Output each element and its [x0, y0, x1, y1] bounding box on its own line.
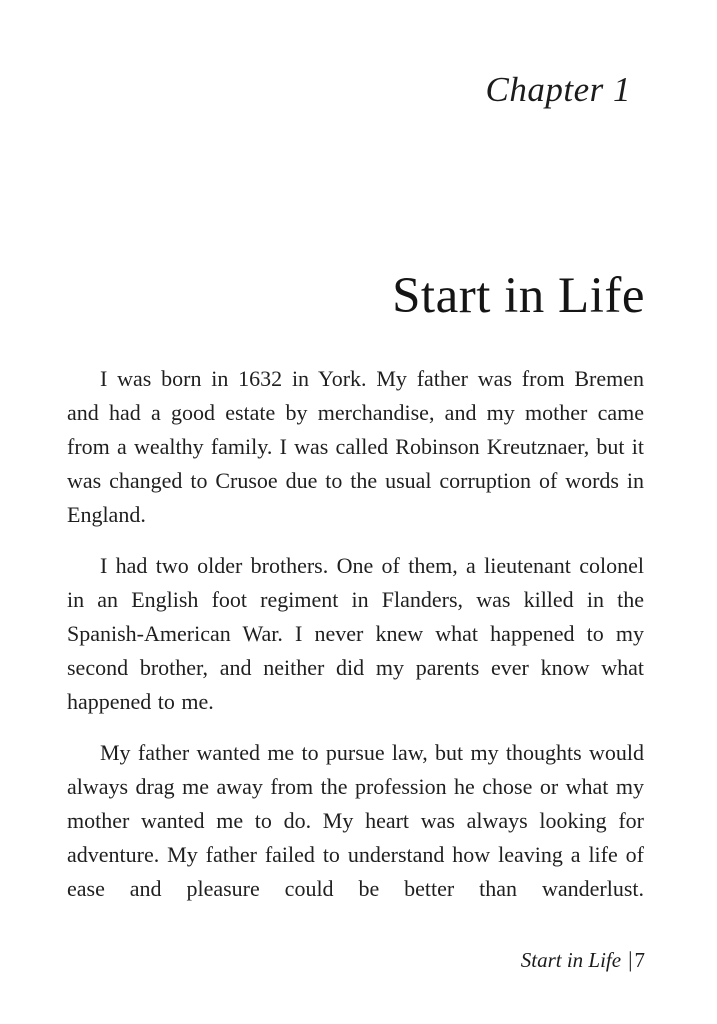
paragraph-2: I had two older brothers. One of them, a lieutenant colonel in an English foot regiment in Flanders, was killed in the Spanish-American War. I never knew what happened to my second brother, and neither did my parents ever know what happened to me.: [67, 553, 644, 714]
footer-section-title: Start in Life: [520, 948, 622, 972]
footer-page-number: 7: [634, 948, 645, 972]
paragraph-1: I was born in 1632 in York. My father was from Bremen and had a good estate by merchandise, and my mother came from a wealthy family. I was called Robinson Kreutznaer, but it was changed to Crusoe due to the usual corruption of words in England.: [67, 366, 644, 527]
footer-separator: |: [628, 947, 633, 972]
paragraph-3: My father wanted me to pursue law, but my thoughts would always drag me away from the profession he chose or what my mother wanted me to do. My heart was always looking for adventure. My father failed to understand how leaving a life of ease and pleasure could be better than wanderlust.: [67, 740, 644, 901]
page-footer: [521, 946, 645, 974]
section-title: Start in Life: [392, 268, 645, 324]
chapter-heading: Chapter 1: [485, 70, 631, 109]
body-text: [67, 362, 644, 906]
